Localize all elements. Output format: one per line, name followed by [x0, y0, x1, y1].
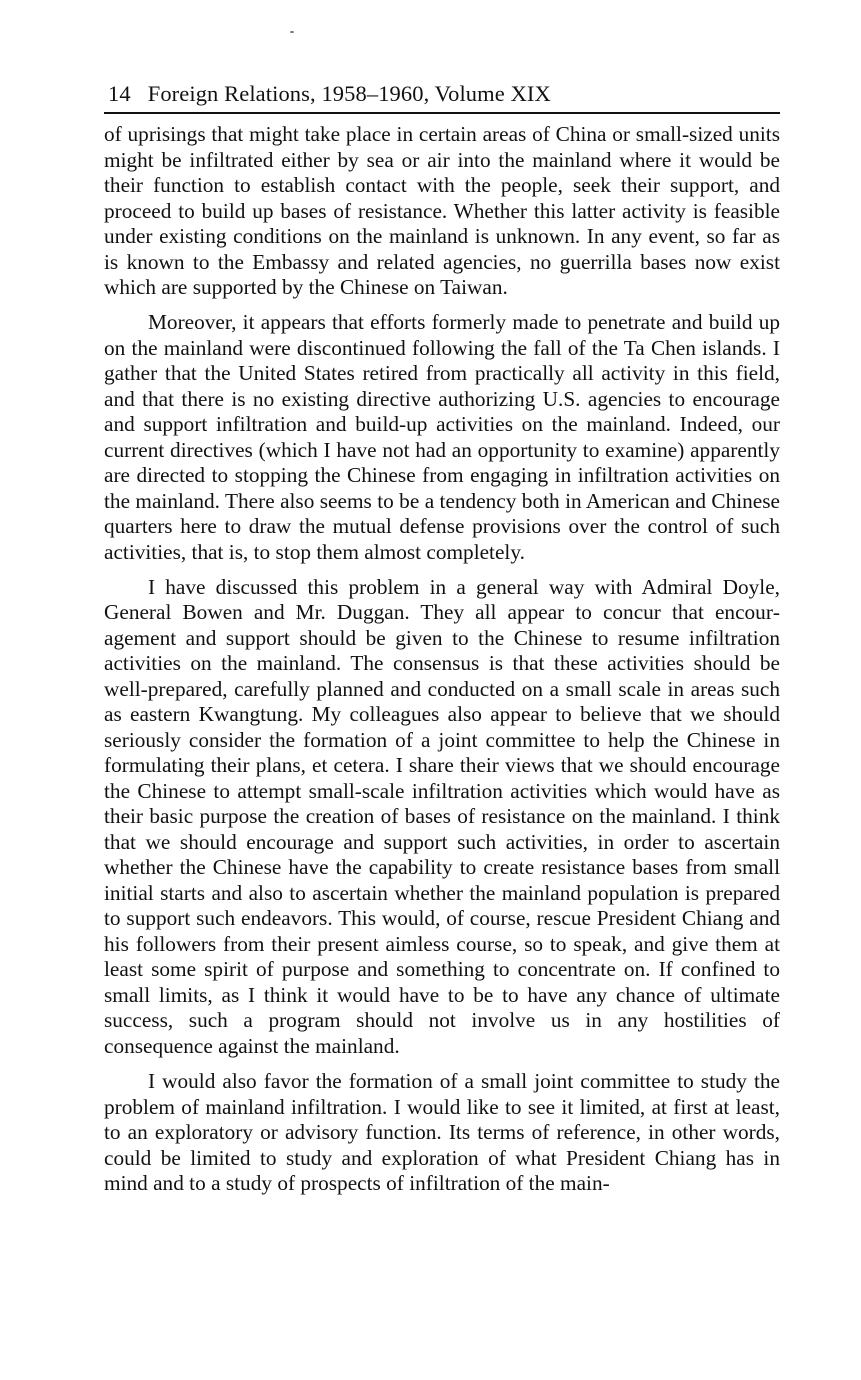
page-number: 14	[108, 81, 131, 106]
paragraph: I would also favor the formation of a small joint committee to study the problem of mainland infiltration. I would like to see it limited, at first at least, to an exploratory or advisory function. Its terms of reference, in other words, could be limited to study and exploration of what President Chiang has in mind and to a study of prospects of infiltration of the main-	[104, 1069, 780, 1196]
paragraph: I have discussed this problem in a general way with Admiral Doyle, General Bowen and Mr. Duggan. They all appear to concur that encouragement and support should be given to the Chinese to resume infiltration activities on the mainland. The consensus is that these activities should be well-prepared, carefully planned and conducted on a small scale in areas such as eastern Kwangtung. My colleagues also appear to believe that we should seriously consider the formation of a joint committee to help the Chinese in formulating their plans, et cetera. I share their views that we should encourage the Chinese to attempt small-scale infiltration activities which would have as their basic purpose the creation of bases of resistance on the mainland. I think that we should encourage and support such activities, in order to ascertain whether the Chinese have the capability to create resistance bases from small initial starts and also to ascertain whether the mainland population is prepared to support such endeavors. This would, of course, rescue President Chiang and his followers from their present aimless course, so to speak, and give them at least some spirit of purpose and something to concentrate on. If confined to small limits, as I think it would have to be to have any chance of ultimate success, such a program should not involve us in any hostilities of consequence against the mainland.	[104, 574, 780, 1058]
paragraph: Moreover, it appears that efforts formerly made to penetrate and build up on the mainland were discontinued following the fall of the Ta Chen islands. I gather that the United States retired from practically all activity in this field, and that there is no existing directive authorizing U.S. agencies to encourage and support infiltration and build-up activities on the mainland. Indeed, our current directives (which I have not had an opportunity to examine) apparently are directed to stopping the Chinese from engaging in infiltration activities on the mainland. There also seems to be a tendency both in American and Chinese quarters here to draw the mutual defense provisions over the control of such activities, that is, to stop them almost completely.	[104, 310, 780, 564]
body-text	[104, 122, 780, 1197]
running-header	[104, 80, 780, 114]
paragraph-continued: of uprisings that might take place in certain areas of China or small-sized units might be infiltrated either by sea or air into the mainland where it would be their function to establish contact with the people, seek their support, and proceed to build up bases of resistance. Whether this latter activity is feasible under existing conditions on the mainland is unknown. In any event, so far as is known to the Embassy and related agencies, no guerrilla bases now exist which are supported by the Chinese on Taiwan.	[104, 122, 780, 299]
document-page	[104, 80, 780, 1206]
speck-mark	[290, 31, 294, 33]
running-title: Foreign Relations, 1958–1960, Volume XIX	[147, 81, 551, 106]
